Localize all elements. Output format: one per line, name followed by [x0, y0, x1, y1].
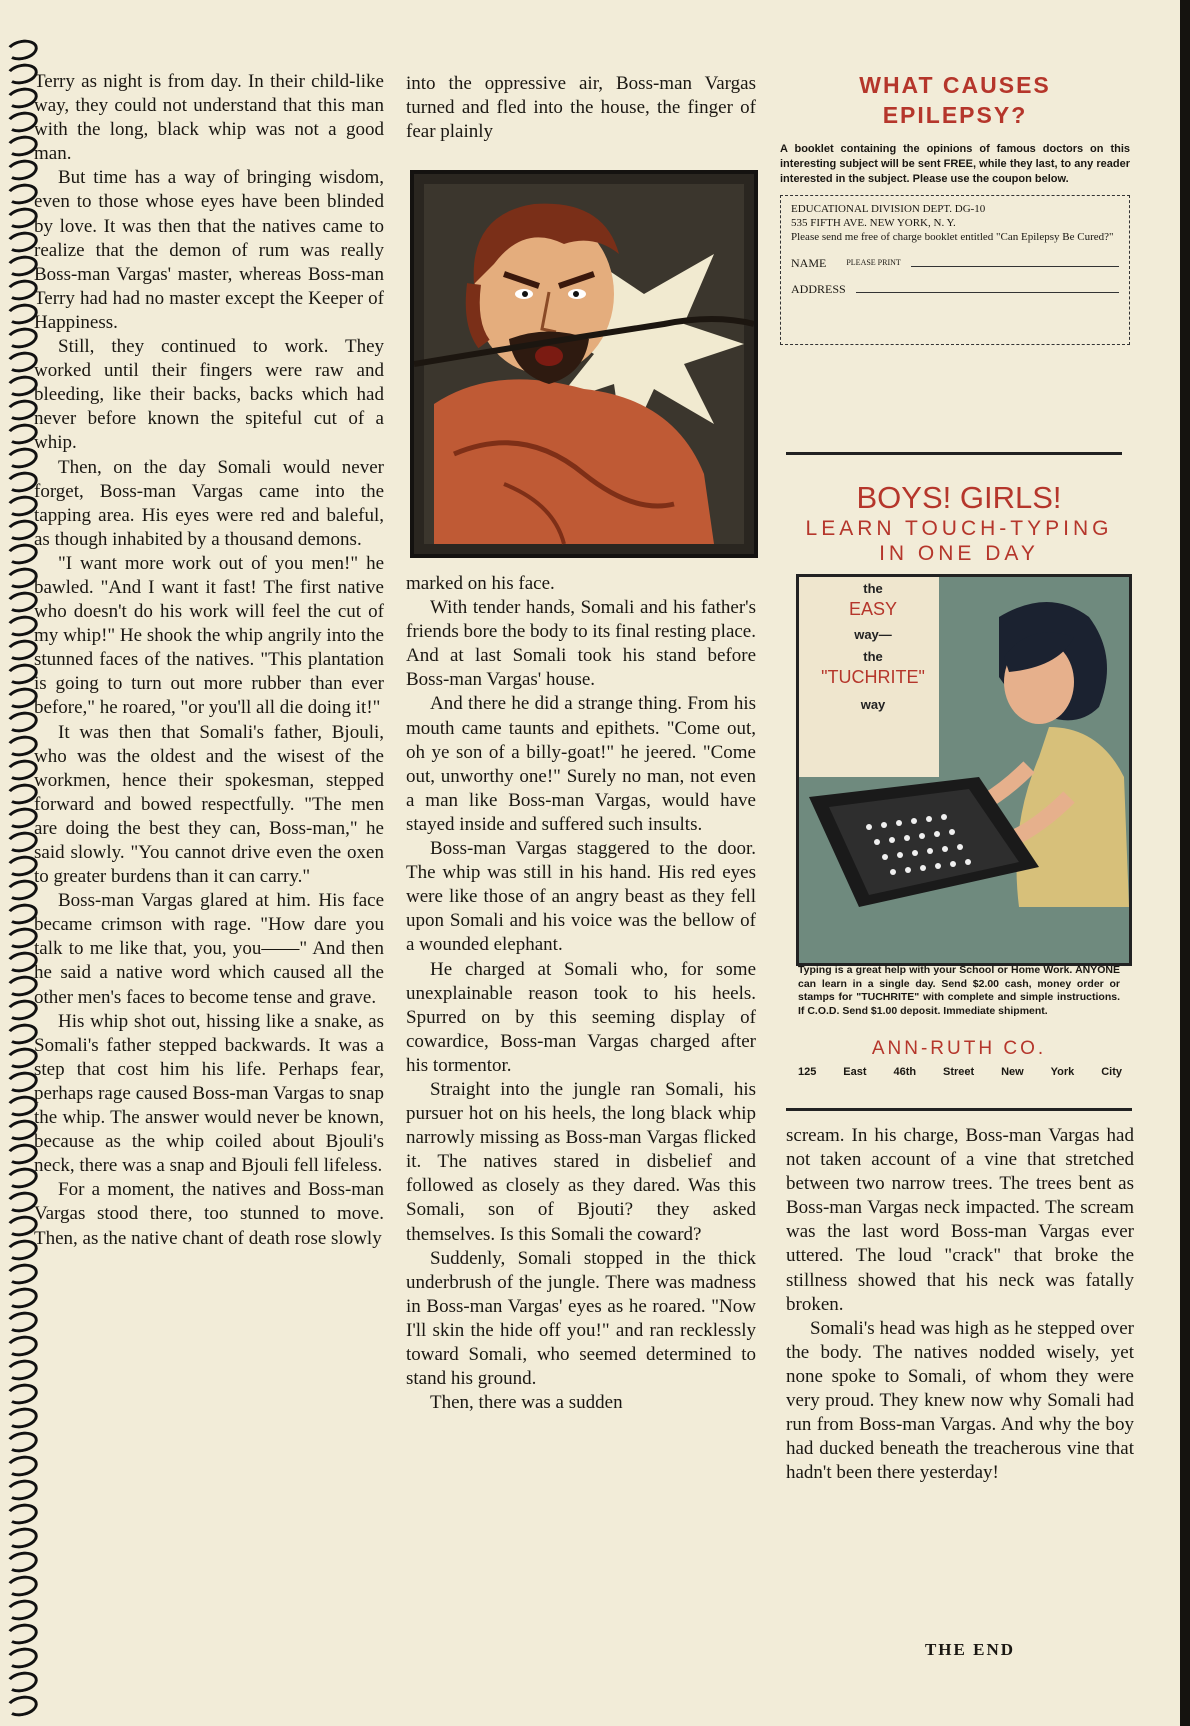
binding-ring [4, 37, 39, 63]
binding-ring [4, 1573, 39, 1599]
paragraph: His whip shot out, hissing like a snake, as Somali's father stepped backwards. It was a step that cost him his life. Perhaps fear, perhaps rage caused Boss-man Vargas to snap the whip. The answer would never be known, because as the whip coiled about Bjouli's neck, there was a snap and Bjouli fell lifeless. [34, 1010, 384, 1177]
ad-address [798, 1066, 1122, 1078]
ad-copy: Typing is a great help with your School or Home Work. ANYONE can learn in a single day. Send $2.00 cash, money order or stamps for "TUCHRITE" with complete and simple instructions. If C.O.D. Send $1.00 deposit. Immediate shipment. [798, 964, 1120, 1017]
ad-company: ANN-RUTH CO. [871, 1038, 1047, 1059]
paragraph: Somali's head was high as he stepped over the body. The natives nodded wisely, yet none spoke to Somali, of whom they were very proud. They knew now why Somali had run from Boss-man Vargas. And why the boy had ducked beneath the treacherous vine that hadn't been there yesterday! [786, 1317, 1134, 1484]
binding-ring [4, 1429, 39, 1455]
paragraph: For a moment, the natives and Boss-man Vargas stood there, too stunned to move. Then, as the native chant of death rose slowly [34, 1179, 384, 1249]
binding-ring [4, 1501, 39, 1527]
ad-tag-easy: EASY [848, 599, 898, 619]
paragraph: Then, on the day Somali would never forget, Boss-man Vargas came into the tapping area. His eyes were red and baleful, as though inhabited by a thousand demons. [34, 456, 384, 550]
ad-headline: EPILEPSY? [882, 102, 1028, 128]
binding-ring [4, 1525, 39, 1551]
ad-tag-way: way— [854, 627, 892, 642]
paragraph: With tender hands, Somali and his father's friends bore the body to its final resting place. And at last Somali took his stand before Boss-man Vargas' house. [406, 597, 756, 691]
addr-part: New [1001, 1066, 1024, 1078]
ad-headline: BOYS! GIRLS! [856, 480, 1062, 515]
divider [786, 1108, 1132, 1111]
paragraph: scream. In his charge, Boss-man Vargas had not taken account of a vine that stretched between two narrow trees. The trees bent as Boss-man Vargas neck impacted. The scream was the last word Boss-man Vargas ever uttered. The loud "crack" that broke the stillness showed that his neck was fatally broken. [786, 1125, 1134, 1315]
epilepsy-ad [780, 70, 1130, 420]
ad-subheadline: LEARN TOUCH-TYPING [805, 517, 1113, 540]
binding-ring [4, 1477, 39, 1503]
coupon-request: Please send me free of charge booklet entitled "Can Epilepsy Be Cured?" [791, 231, 1114, 243]
vargas-portrait-illustration [414, 174, 754, 554]
page-edge [1180, 0, 1190, 1726]
illustration-panel [410, 170, 758, 558]
binding-ring [4, 1333, 39, 1359]
binding-ring [4, 1693, 39, 1719]
coupon-please-print: PLEASE PRINT [846, 258, 901, 267]
paragraph: Terry as night is from day. In their child-like way, they could not understand that this man with the long, black whip was not a good man. [34, 71, 384, 165]
paragraph: It was then that Somali's father, Bjouli, who was the oldest and the wisest of the workmen, hence their spokesman, stepped forward and bowed respectfully. "The men are doing the best they can, Boss-man," he said slowly. "You cannot drive even the oxen to greater burdens than it can carry." [34, 721, 384, 888]
paragraph: And there he did a strange thing. From his mouth came taunts and epithets. "Come out, oh ye son of a billy-goat!" he jeered. "Come out, unworthy one!" Surely no man, not even a man like Boss-man Vargas, would have stayed inside and suffered such insults. [406, 693, 756, 835]
binding-ring [4, 1285, 39, 1311]
binding-ring [4, 1405, 39, 1431]
coupon-address: 535 FIFTH AVE. NEW YORK, N. Y. [791, 217, 956, 229]
ad-blurb: A booklet containing the opinions of famous doctors on this interesting subject will be sent FREE, while they last, to any reader interested in the subject. Please use the coupon below. [780, 143, 1130, 185]
the-end-label: THE END [924, 1640, 1016, 1659]
coupon-dept: EDUCATIONAL DIVISION DEPT. DG-10 [791, 203, 986, 215]
divider [786, 452, 1122, 455]
ad-tag-tuchrite: "TUCHRITE" [821, 667, 925, 687]
paragraph: "I want more work out of you men!" he bawled. "And I want it fast! The first native who doesn't do his work will feel the cut of my whip!" He shook the whip angrily into the stunned faces of the natives. "This plantation is going to turn out more rubber than ever before," he roared, "or you'll all die doing it!" [34, 552, 384, 719]
story-column-2-top [406, 72, 756, 144]
ad-headline: WHAT CAUSES [859, 72, 1051, 98]
typist-illustration [796, 574, 1132, 966]
ad-tag-the: the [863, 581, 883, 596]
binding-ring [4, 1381, 39, 1407]
paragraph: He charged at Somali who, for some unexplainable reason took to his heels. Spurred on by this seeming display of cowardice, Boss-man Vargas charged after his tormentor. [406, 958, 756, 1076]
paragraph: Still, they continued to work. They worked until their fingers were raw and bleeding, like their backs, backs which had never before known the spiteful cut of a whip. [34, 336, 384, 454]
ad-subheadline: IN ONE DAY [879, 542, 1039, 565]
coupon-name-label: NAME [791, 256, 827, 270]
binding-ring [4, 1645, 39, 1671]
binding-ring [4, 1549, 39, 1575]
story-column-2 [406, 572, 756, 1415]
ad-tag-the2: the [863, 649, 883, 664]
paragraph: Straight into the jungle ran Somali, his pursuer hot on his heels, the long black whip narrowly missing as Boss-man Vargas flicked it. The natives stared in disbelief and followed as closely as they dared. Was this Somali, son of Bjouti? they asked themselves. Is this Somali the coward? [406, 1078, 756, 1245]
addr-part: East [843, 1066, 867, 1078]
story-column-3 [786, 1124, 1134, 1485]
coupon-address-label: ADDRESS [791, 282, 846, 296]
paragraph: marked on his face. [406, 573, 555, 594]
addr-part: 46th [893, 1066, 917, 1078]
addr-part: York [1050, 1066, 1075, 1078]
coupon[interactable] [780, 195, 1130, 345]
coupon-name-field[interactable] [911, 256, 1119, 267]
typing-ad [786, 470, 1132, 1090]
paragraph: Suddenly, Somali stopped in the thick underbrush of the jungle. There was madness in Boss-man Vargas' eyes as he roared. "Now I'll skin the hide off you!" and ran recklessly toward Somali, who seemed determined to stand his ground. [406, 1247, 756, 1390]
coupon-address-field[interactable] [856, 282, 1119, 293]
binding-ring [4, 1597, 39, 1623]
ad-tag-way2: way [860, 697, 886, 712]
binding-ring [4, 1309, 39, 1335]
paragraph: into the oppressive air, Boss-man Vargas turned and fled into the house, the finger of fear plainly [406, 73, 756, 143]
addr-part: City [1101, 1066, 1122, 1078]
paragraph: But time has a way of bringing wisdom, even to those whose eyes have been blinded by love. It was then that the natives came to realize that the demon of rum was really Boss-man Vargas' master, whereas Boss-man Terry had had no master except the Keeper of Happiness. [34, 167, 384, 333]
addr-part: 125 [798, 1066, 817, 1078]
addr-part: Street [943, 1066, 975, 1078]
story-column-1 [34, 70, 384, 1251]
paragraph: Boss-man Vargas glared at him. His face became crimson with rage. "How dare you talk to me like that, you, you——" And then he said a native word which caused all the other men's faces to become tense and grave. [34, 890, 384, 1008]
binding-ring [4, 1453, 39, 1479]
binding-ring [4, 1669, 39, 1695]
binding-ring [4, 1621, 39, 1647]
paragraph: Then, there was a sudden [430, 1392, 623, 1414]
binding-ring [4, 1261, 39, 1287]
binding-ring [4, 1357, 39, 1383]
paragraph: Boss-man Vargas staggered to the door. The whip was still in his hand. His red eyes were like those of an angry beast as they fell upon Somali and his voice was the bellow of a wounded elephant. [406, 838, 756, 956]
